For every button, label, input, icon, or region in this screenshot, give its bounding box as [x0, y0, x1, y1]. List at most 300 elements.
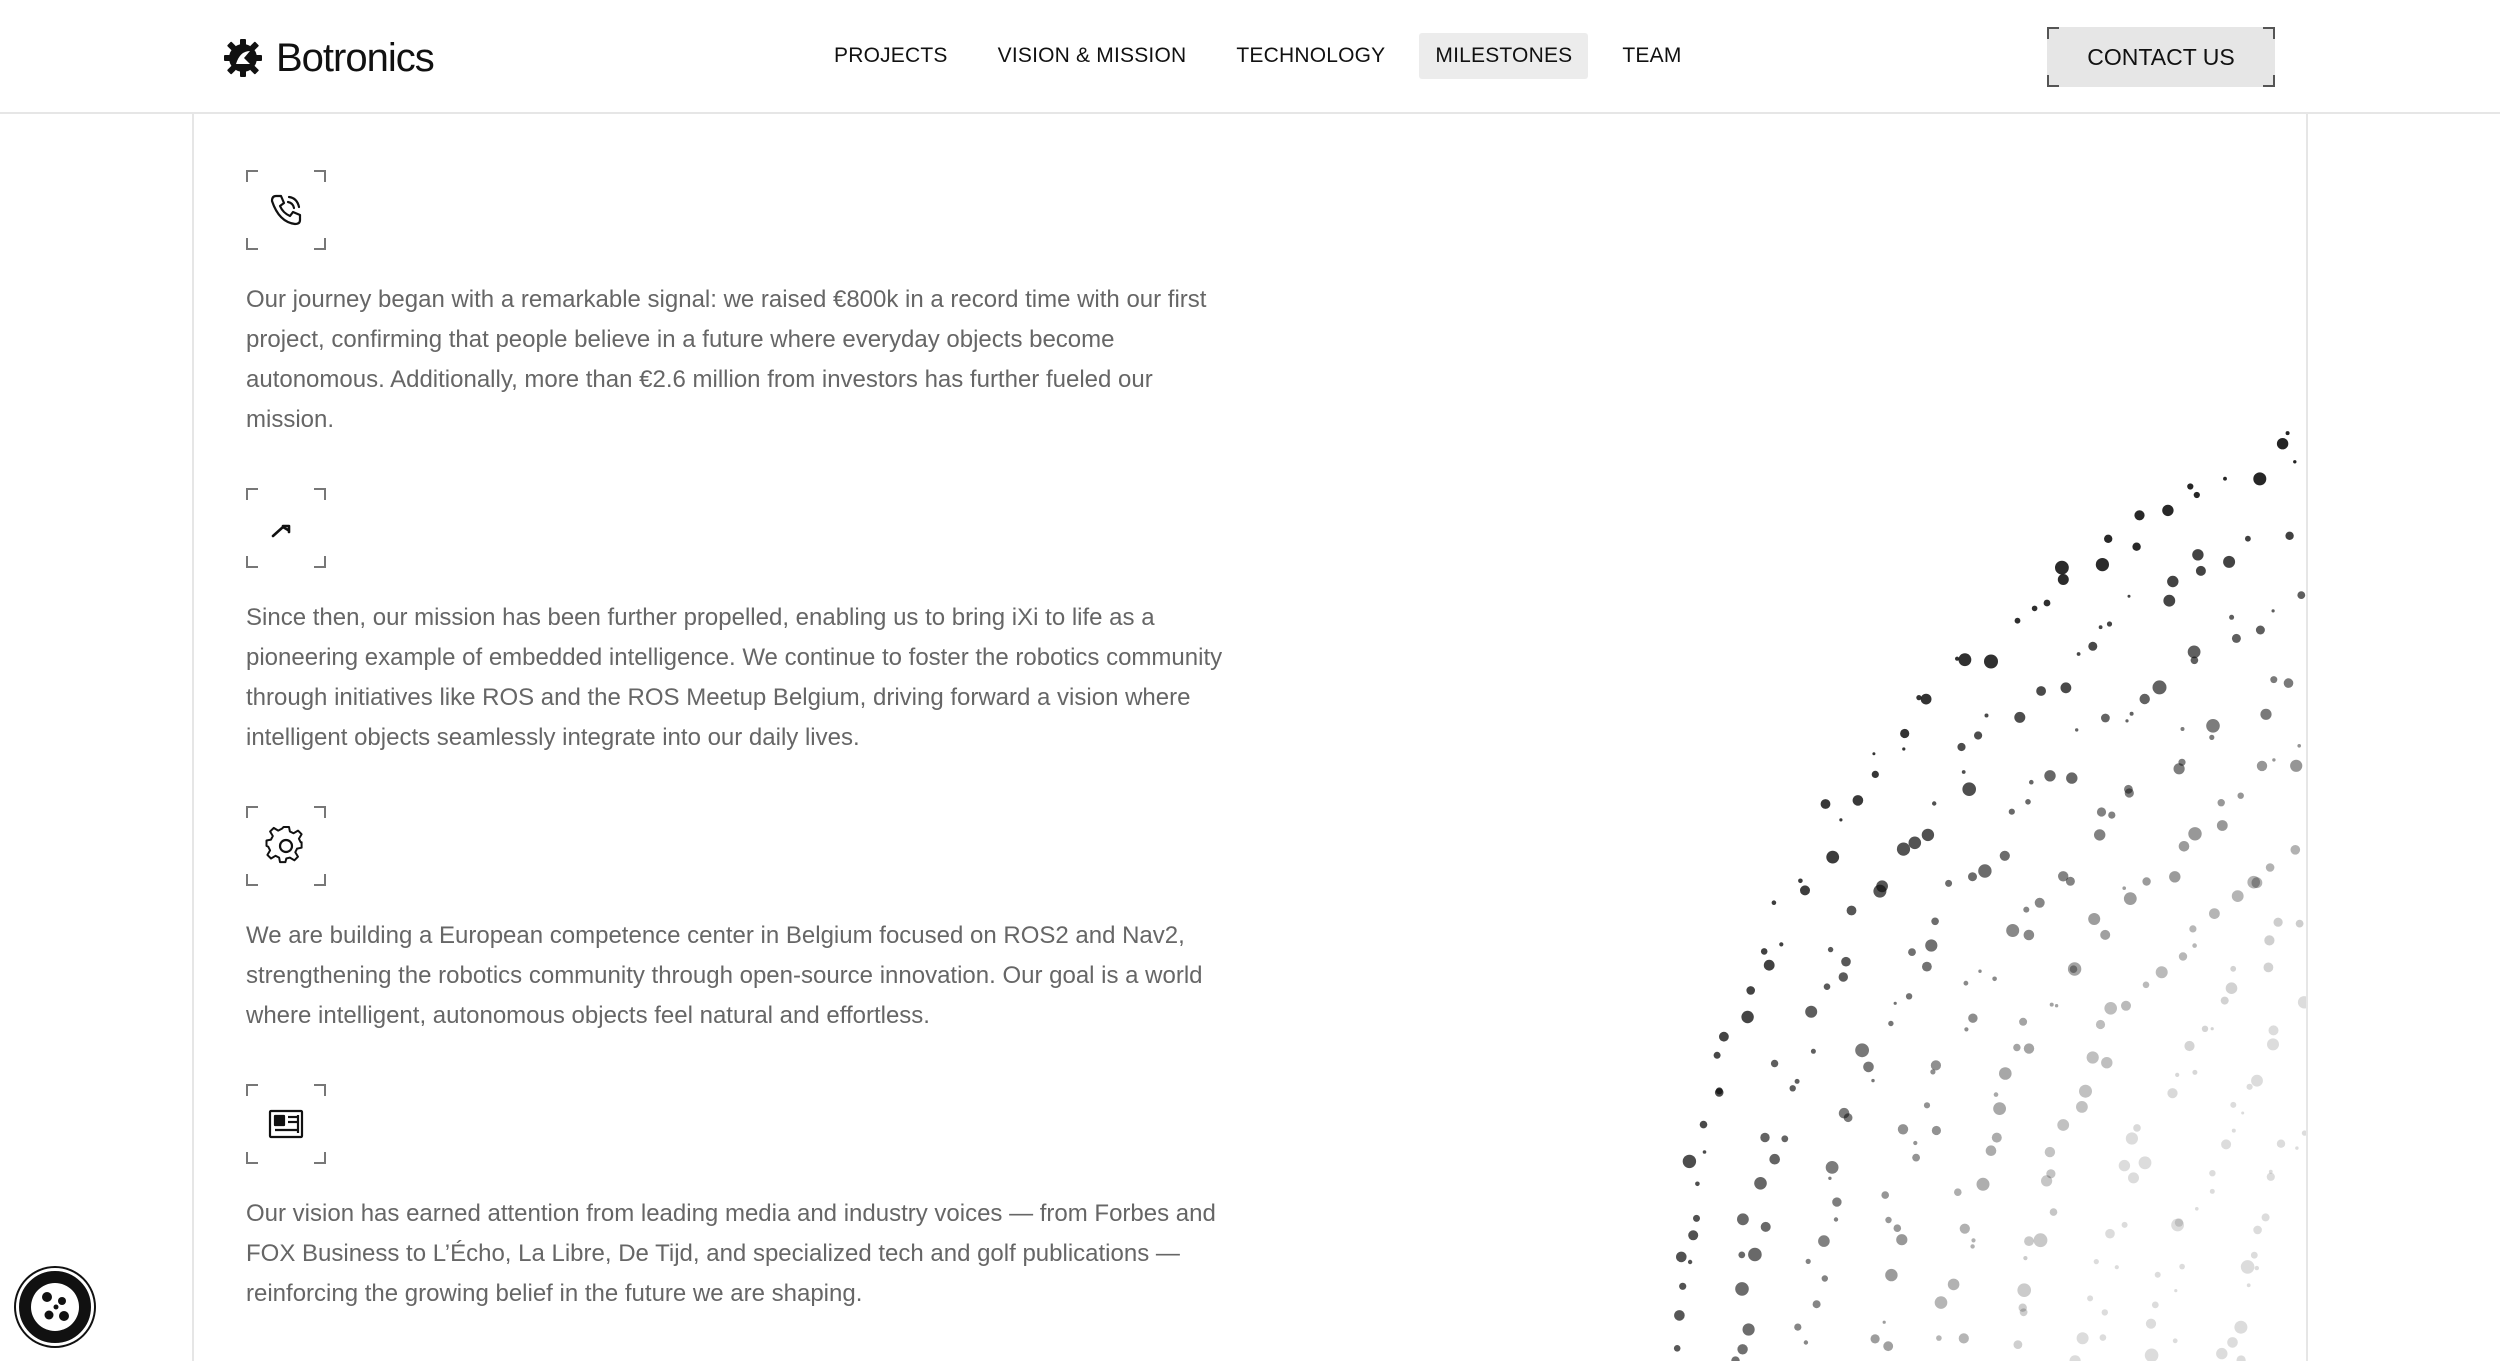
corner-bracket [2047, 27, 2059, 39]
particle-dot [2209, 1170, 2215, 1176]
particle-dot [2175, 1073, 2179, 1077]
particle-dot [1679, 1283, 1686, 1290]
particle-dot [1821, 799, 1831, 809]
particle-dot [1828, 947, 1833, 952]
particle-dot [2058, 574, 2069, 585]
particle-dot [2162, 505, 2173, 516]
particle-dot [2094, 1259, 2099, 1264]
particle-dot [1881, 1191, 1889, 1199]
particle-dot [2122, 886, 2126, 890]
particle-dot [2253, 1226, 2262, 1235]
particle-dot [2209, 908, 2220, 919]
particle-dot [2024, 930, 2035, 941]
particle-dot [2192, 943, 2197, 948]
particle-dot [2181, 727, 2185, 731]
particle-dot [1894, 1224, 1902, 1232]
particle-dot [1761, 1222, 1771, 1232]
particle-dot [1772, 900, 1777, 905]
particle-dot [2087, 1051, 2099, 1063]
particle-dot [2296, 920, 2304, 928]
particle-dot [1872, 752, 1875, 755]
particle-dot [1883, 1341, 1893, 1351]
particle-dot [1954, 1188, 1962, 1196]
particle-dot [2023, 1256, 2027, 1260]
particle-dot [1906, 993, 1912, 999]
particle-dot [2232, 890, 2244, 902]
particle-dot [2079, 1085, 2092, 1098]
particle-dot [2100, 1334, 2107, 1341]
particle-dot [2101, 1057, 2112, 1068]
trend-arrow-icon [264, 506, 308, 550]
particle-dot [1978, 970, 1981, 973]
particle-dot [2070, 965, 2078, 973]
particle-dot [2156, 966, 2168, 978]
particle-dot [1805, 1006, 1817, 1018]
particle-dot [2196, 566, 2206, 576]
particle-dot [1834, 1217, 1838, 1221]
particle-dot [2216, 1348, 2227, 1359]
particle-dot [2097, 807, 2106, 816]
particle-dot [2046, 1169, 2055, 1178]
particle-dot [2230, 1102, 2236, 1108]
particle-dot [1945, 880, 1952, 887]
particle-dot [2232, 634, 2241, 643]
frame-line-left [192, 114, 194, 1361]
particle-dot [2284, 678, 2294, 688]
particle-dot [1826, 1161, 1839, 1174]
particle-dot [1922, 829, 1934, 841]
particle-dot [2298, 996, 2306, 1008]
particle-dot [1794, 1324, 1801, 1331]
particle-dot [1735, 1282, 1749, 1296]
particle-dot [2274, 918, 2283, 927]
particle-dot [2269, 1025, 2279, 1035]
particle-dot [1871, 1079, 1874, 1082]
particle-dot [2145, 1349, 2159, 1361]
site-header [0, 0, 2500, 114]
particle-dot [2179, 841, 2190, 852]
brand-name: Botronics [276, 35, 434, 80]
particle-dot [1800, 885, 1810, 895]
particle-dot [2009, 809, 2015, 815]
particle-dot [2291, 845, 2301, 855]
contact-us-button[interactable] [2047, 27, 2275, 87]
particle-dot [2253, 472, 2266, 485]
particle-dot [2139, 1156, 2152, 1169]
particle-dot [1962, 770, 1966, 774]
particle-dot [2121, 1001, 2131, 1011]
particle-dot [2075, 728, 2078, 731]
particle-dot [2017, 1283, 2031, 1297]
particle-dot [2272, 609, 2275, 612]
particle-dot [1688, 1230, 1698, 1240]
particle-dot [2295, 1146, 2298, 1149]
particle-dot [2264, 935, 2274, 945]
particle-dot [2036, 686, 2046, 696]
milestone-text: Our vision has earned attention from leading media and industry voices — from Forbes and FOX Business to L’Écho, La Libre, De Tijd, and specialized tech and golf publications — reinforcing the growing belief in the future we are shaping. [246, 1200, 1216, 1307]
brand-logo[interactable] [222, 34, 434, 82]
particle-dot [1746, 986, 1755, 995]
contact-us-label: CONTACT US [2087, 43, 2235, 70]
particle-dot [2087, 1295, 2093, 1301]
particle-dot [2194, 492, 2200, 498]
particle-dot [2218, 799, 2225, 806]
particle-dot [2251, 1252, 2258, 1259]
particle-dot [2167, 576, 2178, 587]
particle-dot [1771, 1060, 1778, 1067]
particle-dot [2140, 694, 2150, 704]
particle-dot [1898, 1124, 1908, 1134]
milestone-item [246, 806, 1236, 1036]
particle-dot [1932, 1126, 1941, 1135]
particle-dot [1936, 1335, 1942, 1341]
particle-dot [2152, 1302, 2159, 1309]
particle-dot [2229, 615, 2234, 620]
particle-dot [2023, 907, 2029, 913]
particle-dot [2257, 761, 2267, 771]
particle-dot [2130, 712, 2134, 716]
particle-dot [2088, 642, 2097, 651]
particle-dot [2104, 1002, 2117, 1015]
particle-dot [2167, 1088, 2177, 1098]
particle-dot [2125, 719, 2128, 722]
particle-dot [1968, 1014, 1977, 1023]
particle-dot [2221, 997, 2229, 1005]
particle-dot [1813, 1300, 1821, 1308]
particle-dot [1935, 1296, 1948, 1309]
particle-dot [2241, 1260, 2255, 1274]
particle-dot [2134, 510, 2144, 520]
particle-dot [1925, 939, 1937, 951]
corner-bracket [2263, 75, 2275, 87]
cookie-icon [27, 1279, 83, 1335]
particle-dot [2105, 1229, 2115, 1239]
corner-bracket [2047, 75, 2059, 87]
particle-dot [1885, 1269, 1897, 1281]
particle-dot [2264, 963, 2274, 973]
particle-dot [1731, 1356, 1739, 1361]
particle-dot [1993, 1102, 2006, 1115]
particle-dot [2096, 1020, 2105, 1029]
particle-dot [2286, 431, 2290, 435]
particle-dot [2285, 532, 2293, 540]
particle-dot [2175, 1218, 2183, 1226]
particle-dot [2000, 851, 2010, 861]
particle-dot [1839, 818, 1842, 821]
particle-dot [2223, 477, 2227, 481]
particle-dot [2143, 982, 2150, 989]
particle-dot [2262, 1213, 2270, 1221]
particle-dot [2234, 1321, 2247, 1334]
particle-dot [2142, 877, 2150, 885]
particle-dot [2044, 600, 2051, 607]
particle-dot [1741, 1011, 1753, 1023]
particle-dot [1703, 1150, 1707, 1154]
particle-dot [1674, 1345, 1681, 1352]
nav-milestones[interactable]: MILESTONES [1419, 33, 1588, 79]
particle-dot [1863, 1062, 1874, 1073]
particle-dot [1743, 1323, 1755, 1335]
particle-dot [2302, 1130, 2306, 1135]
particle-dot [2024, 1236, 2034, 1246]
particle-dot [2119, 1160, 2130, 1171]
particle-dot [2104, 535, 2112, 543]
particle-dot [1871, 1334, 1880, 1343]
particle-dot [2230, 966, 2236, 972]
particle-dot [1959, 653, 1972, 666]
particle-dot [2029, 780, 2034, 785]
particle-dot [1984, 655, 1998, 669]
particle-dot [1676, 1252, 1687, 1263]
particle-dot [2247, 1283, 2251, 1287]
particle-dot [1964, 981, 1969, 986]
particle-dot [1674, 1310, 1685, 1321]
particle-dot [2050, 1003, 2054, 1007]
particle-dot [1824, 983, 1831, 990]
milestone-text: Since then, our mission has been further propelled, enabling us to bring iXi to life as a pioneering example of embedded intelligence. We continue to foster the robotics community through initiatives like ROS and the ROS Meetup Belgium, driving forward a vision where intelligent objects seamlessly integrate into our daily lives. [246, 604, 1223, 751]
particle-dot [1818, 1235, 1830, 1247]
particle-dot [1964, 1027, 1968, 1031]
particle-dot [1931, 918, 1939, 926]
particle-dot [2050, 1208, 2058, 1216]
particle-dot [1688, 1260, 1692, 1264]
particle-dot [2146, 1319, 2156, 1329]
particle-dot [2184, 1041, 2194, 1051]
particle-dot [1764, 960, 1775, 971]
milestone-text: We are building a European competence center in Belgium focused on ROS2 and Nav2, strengthening the robotics community through open-source innovation. Our goal is a world where intelligent, autonomous objects feel natural and effortless. [246, 922, 1203, 1029]
frame-line-right [2306, 114, 2308, 1361]
particle-dot [2293, 460, 2296, 463]
particle-dot [2188, 827, 2201, 840]
particle-dot [2270, 676, 2277, 683]
particle-dot [2266, 863, 2275, 872]
particle-sphere-illustration [1330, 114, 2306, 1361]
particle-dot [1992, 977, 1997, 982]
particle-dot [2252, 877, 2263, 888]
particle-dot [2094, 829, 2105, 840]
particle-dot [2055, 1004, 2058, 1007]
particle-dot [2290, 760, 2302, 772]
particle-dot [1781, 1135, 1788, 1142]
particle-dot [1795, 1079, 1800, 1084]
particle-dot [2187, 483, 2193, 489]
particle-dot [2032, 606, 2038, 612]
particle-dot [2066, 772, 2077, 783]
particle-dot [2272, 758, 2275, 761]
particle-dot [2245, 536, 2251, 542]
particle-dot [1872, 771, 1879, 778]
particle-dot [2297, 591, 2305, 599]
particle-dot [1737, 1213, 1749, 1225]
nav-projects[interactable]: PROJECTS [834, 44, 948, 67]
particle-dot [2277, 438, 2288, 449]
particle-dot [1922, 962, 1932, 972]
particle-dot [1960, 1224, 1970, 1234]
particle-dot [1714, 1052, 1721, 1059]
particle-dot [1811, 1049, 1816, 1054]
particle-dot [2099, 625, 2103, 629]
particle-dot [1883, 1321, 1886, 1324]
particle-dot [2006, 924, 2019, 937]
milestone-icon-frame [246, 488, 326, 568]
particle-dot [2100, 930, 2110, 940]
particle-dot [1888, 1021, 1893, 1026]
particle-dot [1760, 1133, 1769, 1142]
particle-dot [2169, 871, 2180, 882]
particle-dot [1822, 1275, 1828, 1281]
particle-dot [2044, 770, 2055, 781]
gear-icon [264, 824, 308, 868]
particle-dot [2132, 543, 2140, 551]
milestone-icon-frame [246, 1084, 326, 1164]
particle-dot [2251, 1075, 2263, 1087]
particle-dot [1921, 694, 1932, 705]
particle-dot [2077, 1332, 2089, 1344]
particle-dot [1970, 1244, 1974, 1248]
particle-dot [2035, 898, 2045, 908]
particle-dot [2255, 1266, 2259, 1270]
particle-dot [1719, 1032, 1729, 1042]
milestone-item [246, 1084, 1236, 1314]
particle-dot [2267, 1173, 2275, 1181]
phone-signal-icon [264, 188, 308, 232]
particle-dot [1896, 1234, 1907, 1245]
particle-dot [2174, 1289, 2177, 1292]
particle-dot [1779, 942, 1783, 946]
particle-dot [1971, 1238, 1975, 1242]
particle-dot [2019, 1018, 2027, 1026]
particle-dot [2163, 595, 2175, 607]
milestone-item [246, 170, 1236, 440]
particle-dot [2191, 657, 2199, 665]
particle-dot [1978, 864, 1991, 877]
particle-dot [2133, 1124, 2141, 1132]
particle-dot [1847, 906, 1857, 916]
particle-dot [2108, 812, 2115, 819]
particle-dot [1695, 1182, 1700, 1187]
particle-dot [2179, 952, 2187, 960]
particle-dot [2232, 1129, 2236, 1133]
nav-technology[interactable]: TECHNOLOGY [1236, 44, 1386, 67]
particle-dot [1959, 1333, 1969, 1343]
milestone-text: Our journey began with a remarkable signal: we raised €800k in a record time with our first project, confirming that people believe in a future where everyday objects become autonomous. Additionally, more than €2.6 million from investors has further fueled our mission. [246, 286, 1207, 433]
particle-dot [1853, 795, 1864, 806]
particle-dot [1902, 747, 1905, 750]
main-nav [818, 33, 1716, 79]
particle-dot [2015, 618, 2021, 624]
particle-dot [2125, 788, 2134, 797]
particle-dot [1986, 1145, 1997, 1156]
particle-dot [1700, 1121, 1708, 1129]
particle-dot [1924, 1102, 1930, 1108]
particle-dot [2178, 759, 2185, 766]
particle-dot [2269, 1170, 2273, 1174]
particle-dot [1885, 1217, 1891, 1223]
particle-dot [1839, 972, 1848, 981]
particle-dot [1826, 851, 1839, 864]
gear-logo-icon [222, 37, 264, 79]
milestone-item [246, 488, 1236, 758]
particle-dot [2115, 1265, 2119, 1269]
particle-dot [2076, 1101, 2088, 1113]
particle-dot [2013, 1044, 2020, 1051]
nav-vision-mission[interactable]: VISION & MISSION [997, 44, 1187, 67]
particle-dot [1806, 1259, 1811, 1264]
particle-dot [1804, 1340, 1808, 1344]
particle-dot [2057, 1119, 2069, 1131]
particle-dot [1897, 843, 1910, 856]
particle-dot [2226, 982, 2238, 994]
particle-dot [1985, 714, 1989, 718]
particle-dot [2124, 892, 2137, 905]
particle-dot [1900, 729, 1909, 738]
particle-dot [2192, 1070, 2197, 1075]
particle-dot [2192, 549, 2203, 560]
particle-dot [1738, 1252, 1745, 1259]
particle-dot [2055, 561, 2069, 575]
particle-dot [2227, 1337, 2238, 1348]
particle-dot [2221, 1139, 2231, 1149]
corner-bracket [2263, 27, 2275, 39]
particle-dot [1839, 1108, 1850, 1119]
particle-dot [1790, 1085, 1796, 1091]
particle-dot [1932, 801, 1936, 805]
particle-dot [1715, 1088, 1724, 1097]
cookie-settings-button[interactable] [16, 1268, 94, 1346]
particle-dot [2241, 1112, 2244, 1115]
particle-dot [2206, 719, 2220, 733]
particle-dot [2077, 652, 2081, 656]
particle-dot [2014, 1340, 2023, 1349]
particle-dot [2209, 735, 2214, 740]
particle-dot [2045, 1147, 2055, 1157]
nav-team[interactable]: TEAM [1622, 44, 1682, 67]
particle-dot [1974, 731, 1982, 739]
particle-dot [2102, 1309, 2108, 1315]
particle-dot [2195, 1207, 2199, 1211]
particle-dot [2260, 709, 2271, 720]
particle-dot [2126, 1132, 2138, 1144]
particle-dot [2058, 871, 2068, 881]
particle-dot [2034, 1233, 2048, 1247]
particle-dot [1909, 837, 1922, 850]
particle-dot [2210, 1189, 2215, 1194]
particle-dot [2014, 712, 2025, 723]
particle-dot [1968, 872, 1977, 881]
particle-dot [1912, 1154, 1920, 1162]
particle-dot [2025, 799, 2031, 805]
particle-dot [1683, 1155, 1696, 1168]
particle-dot [2223, 556, 2235, 568]
particle-dot [2179, 1264, 2185, 1270]
particle-dot [1754, 1177, 1767, 1190]
particle-dot [2128, 595, 2131, 598]
particle-dot [1748, 1248, 1762, 1262]
particle-dot [1894, 1002, 1897, 1005]
particle-dot [1999, 1067, 2012, 1080]
particle-dot [2267, 1038, 2279, 1050]
particle-dot [2217, 820, 2228, 831]
particle-dot [2019, 1304, 2027, 1312]
particle-dot [2211, 1027, 2214, 1030]
particle-dot [2188, 646, 2201, 659]
particle-dot [2189, 925, 2196, 932]
particle-dot [2107, 621, 2112, 626]
particle-dot [1977, 1178, 1990, 1191]
particle-dot [1992, 1133, 2002, 1143]
particle-dot [2070, 1355, 2081, 1361]
particle-dot [1761, 948, 1768, 955]
